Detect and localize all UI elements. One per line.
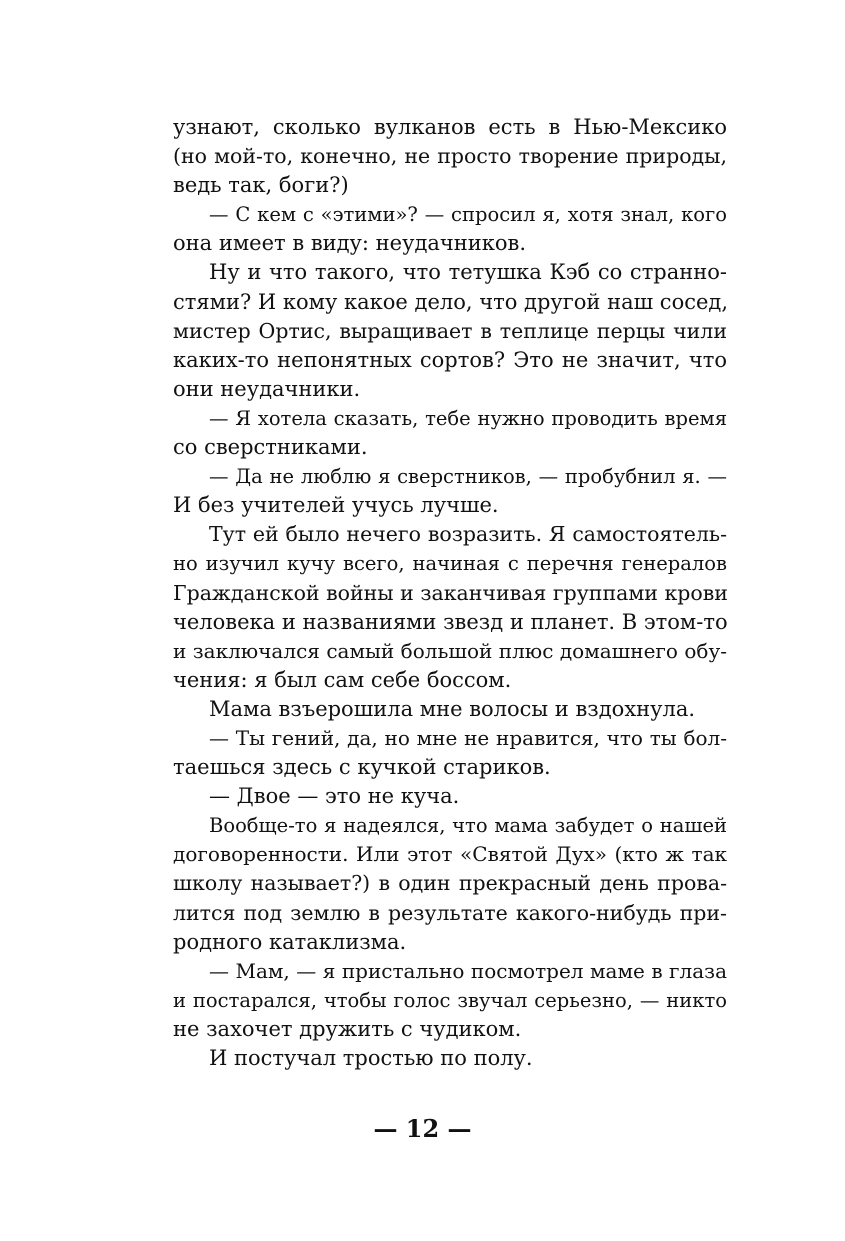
text-line: И без учителей учусь лучше.	[173, 493, 499, 518]
text-line: — Я хотела сказать, тебе нужно проводить время	[209, 406, 727, 430]
text-line: И постучал тростью по полу.	[209, 1046, 533, 1070]
text-line: (но мой-то, конечно, не просто творение природы,	[173, 144, 727, 169]
text-line: человека и названиями звезд и планет. В этом-то	[173, 609, 728, 634]
text-line: — Мам, — я пристально посмотрел маме в глаза	[209, 958, 727, 983]
text-line: не захочет дружить с чудиком.	[173, 1016, 522, 1041]
text-line: — С кем с «этими»? — спросил я, хотя знал, кого	[209, 203, 727, 227]
text-line: они неудачники.	[173, 376, 361, 401]
text-line: и заключался самый большой плюс домашнего обу-	[173, 638, 727, 663]
page-number: — 12 —	[373, 1114, 472, 1143]
text-line: стями? И кому какое дело, что другой наш сосед,	[173, 289, 729, 314]
text-line: лится под землю в результате какого-нибудь при-	[173, 900, 727, 925]
text-line: мистер Ортис, выращивает в теплице перцы чили	[173, 318, 727, 343]
text-line: чения: я был сам себе боссом.	[173, 667, 512, 692]
text-line: со сверстниками.	[173, 435, 368, 460]
text-line: Тут ей было нечего возразить. Я самостоятель-	[209, 522, 727, 547]
text-line: таешься здесь с кучкой стариков.	[173, 755, 551, 780]
text-line: родного катаклизма.	[173, 929, 407, 954]
text-line: школу называет?) в один прекрасный день прова-	[173, 871, 727, 896]
text-line: договоренности. Или этот «Святой Дух» (кто ж так	[173, 842, 727, 867]
text-line: ведь так, боги?)	[173, 173, 349, 198]
text-line: каких-то непонятных сортов? Это не значит, что	[173, 347, 727, 372]
text-line: Вообще-то я надеялся, что мама забудет о нашей	[209, 814, 727, 838]
text-line: — Ты гений, да, но мне не нравится, что ты бол-	[209, 725, 727, 750]
book-page-body	[173, 113, 727, 1073]
text-line: Гражданской войны и заканчивая группами крови	[173, 580, 728, 605]
text-line: но изучил кучу всего, начиная с перечня генералов	[173, 552, 727, 576]
text-line: она имеет в виду: неудачников.	[173, 231, 527, 256]
text-line: — Двое — это не куча.	[209, 784, 460, 809]
text-line: Ну и что такого, что тетушка Кэб со странно-	[209, 260, 727, 285]
text-line: Мама взъерошила мне волосы и вздохнула.	[209, 696, 696, 721]
text-line: — Да не люблю я сверстников, — пробубнил я. —	[209, 465, 727, 489]
text-line: узнают, сколько вулканов есть в Нью-Мексико	[173, 115, 727, 139]
text-line: и постарался, чтобы голос звучал серьезно, — никто	[173, 988, 727, 1012]
